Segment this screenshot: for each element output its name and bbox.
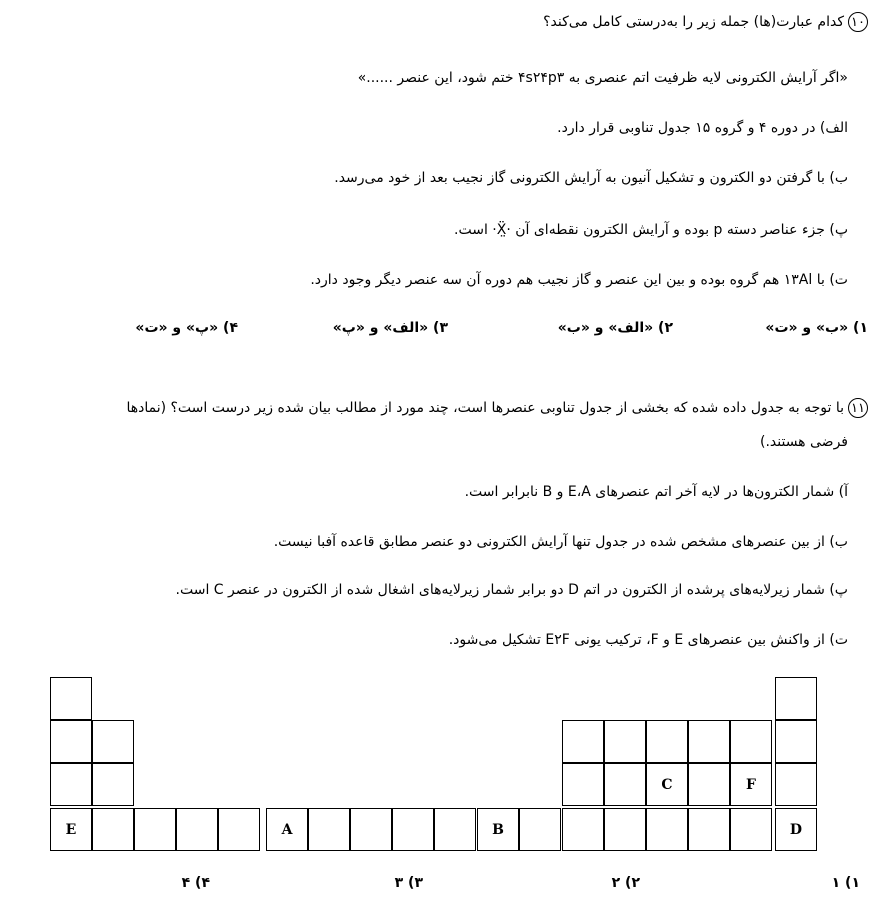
q11-option-1[interactable]: ۱) ۱ <box>831 875 860 891</box>
q11-option-2[interactable]: ۲) ۲ <box>611 875 640 891</box>
q10-stem-line <box>20 12 868 32</box>
pt-cell <box>688 808 730 851</box>
q11-statement-p: پ) شمار زیرلایه‌های پرشده از الکترون در اتم D دو برابر شمار زیرلایه‌های اشغال شده از الکترون در عنصر C است. <box>175 582 848 598</box>
q10-statement-p: پ) جزء عناصر دسته p بوده و آرایش الکترون نقطه‌ای آن ·Ẍ̤· است. <box>454 222 848 238</box>
q11-statement-t: ت) از واکنش بین عنصرهای E و F، ترکیب یونی E۲F تشکیل می‌شود. <box>448 632 848 648</box>
pt-cell <box>562 720 604 763</box>
pt-cell <box>308 808 350 851</box>
q10-option-1[interactable]: ۱) «ب» و «ت» <box>765 320 868 336</box>
pt-cell <box>434 808 476 851</box>
q10-option-3[interactable]: ۳) «الف» و «پ» <box>332 320 448 336</box>
pt-cell <box>562 763 604 806</box>
pt-cell <box>604 808 646 851</box>
pt-cell <box>134 808 176 851</box>
pt-cell <box>519 808 561 851</box>
pt-cell <box>392 808 434 851</box>
pt-cell <box>688 720 730 763</box>
pt-cell <box>646 720 688 763</box>
q10-statement-a: الف) در دوره ۴ و گروه ۱۵ جدول تناوبی قرار دارد. <box>557 120 848 136</box>
q10-option-2[interactable]: ۲) «الف» و «ب» <box>557 320 673 336</box>
pt-cell <box>604 763 646 806</box>
pt-cell <box>92 720 134 763</box>
pt-cell <box>92 763 134 806</box>
pt-cell <box>688 763 730 806</box>
pt-cell-D: D <box>775 808 817 851</box>
q11-number: ۱۱ <box>848 398 868 418</box>
pt-cell-B: B <box>477 808 519 851</box>
pt-cell <box>218 808 260 851</box>
q11-stem-2: فرضی هستند.) <box>759 434 848 450</box>
q11-stem-1: با توجه به جدول داده شده که بخشی از جدول تناوبی عنصرها است، چند مورد از مطالب بیان شده زیر درست است؟ (نمادها <box>126 400 844 416</box>
pt-cell-F: F <box>730 763 772 806</box>
pt-cell <box>50 720 92 763</box>
pt-cell <box>730 808 772 851</box>
pt-cell <box>562 808 604 851</box>
pt-cell <box>50 763 92 806</box>
pt-cell <box>176 808 218 851</box>
pt-cell <box>350 808 392 851</box>
q10-statement-b: ب) با گرفتن دو الکترون و تشکیل آنیون به آرایش الکترونی گاز نجیب بعد از خود می‌رسد. <box>334 170 848 186</box>
pt-cell-C: C <box>646 763 688 806</box>
pt-cell <box>775 677 817 720</box>
pt-cell <box>775 720 817 763</box>
pt-cell <box>730 720 772 763</box>
pt-cell <box>775 763 817 806</box>
q11-option-4[interactable]: ۴) ۴ <box>181 875 210 891</box>
pt-cell <box>604 720 646 763</box>
q11-statement-a: آ) شمار الکترون‌ها در لایه آخر اتم عنصرهای E،A و B نابرابر است. <box>464 484 848 500</box>
q10-quote: «اگر آرایش الکترونی لایه ظرفیت اتم عنصری به ۴s۲۴p۳ ختم شود، این عنصر ......» <box>357 70 848 86</box>
q10-stem: کدام عبارت(ها) جمله زیر را به‌درستی کامل می‌کند؟ <box>543 14 844 30</box>
q11-stem-line <box>20 398 868 418</box>
q11-statement-b: ب) از بین عنصرهای مشخص شده در جدول تنها آرایش الکترونی دو عنصر مطابق قاعده آفبا نیست. <box>273 534 848 550</box>
q10-number: ۱۰ <box>848 12 868 32</box>
pt-cell <box>50 677 92 720</box>
q11-option-3[interactable]: ۳) ۳ <box>394 875 423 891</box>
periodic-table <box>50 677 817 851</box>
pt-cell-E: E <box>50 808 92 851</box>
q10-statement-t: ت) با ۱۳Al هم گروه بوده و بین این عنصر و گاز نجیب هم دوره آن سه عنصر دیگر وجود دارد. <box>310 272 848 288</box>
q10-options <box>20 320 868 340</box>
pt-cell <box>92 808 134 851</box>
pt-cell <box>646 808 688 851</box>
pt-cell-A: A <box>266 808 308 851</box>
q10-option-4[interactable]: ۴) «پ» و «ت» <box>135 320 238 336</box>
